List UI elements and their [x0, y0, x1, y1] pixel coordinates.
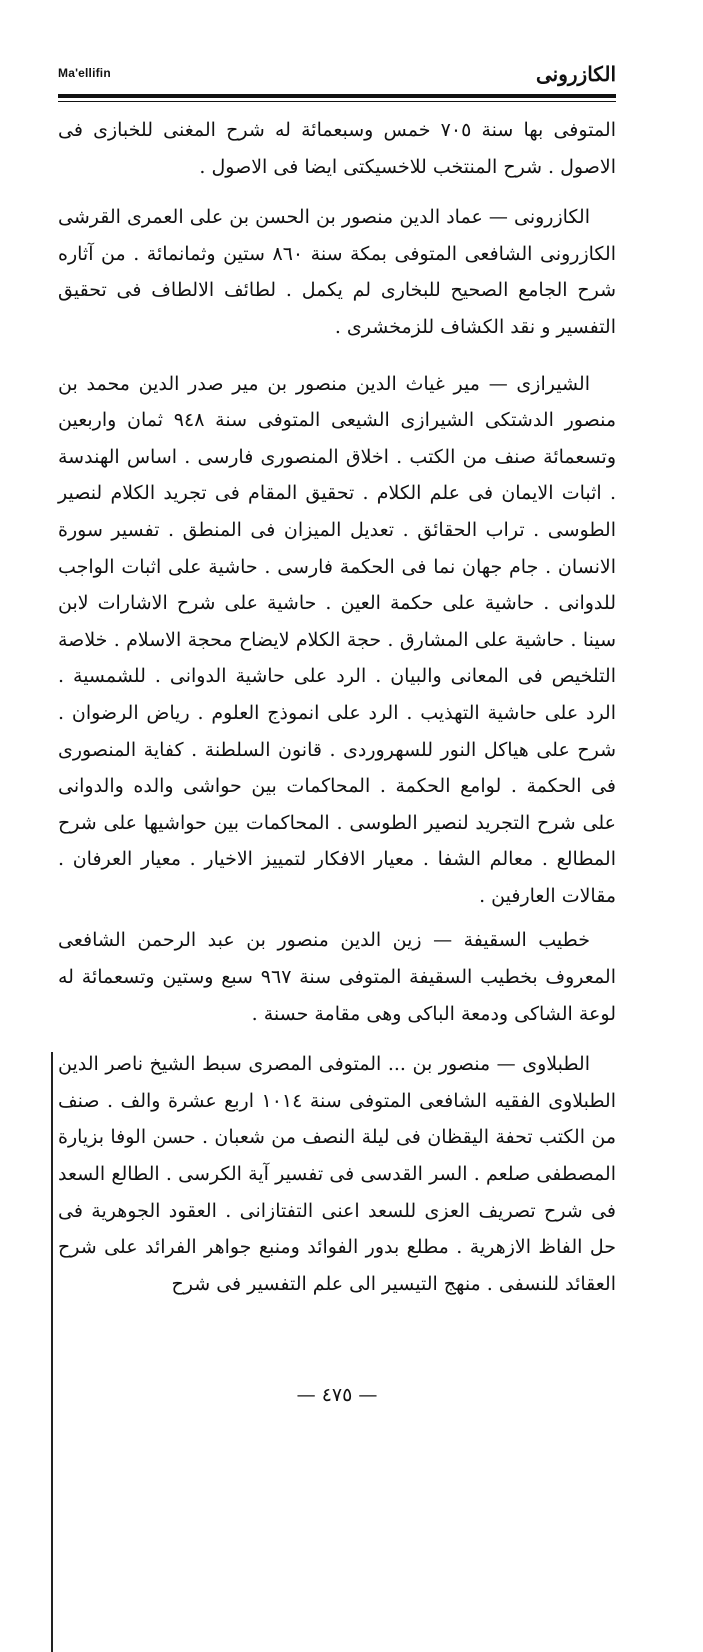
- entry-kazaruni: الكازرونى — عماد الدين منصور بن الحسن بن على العمرى القرشى الكازرونى الشافعى المتوفى بمكة سنة ٨٦٠ ستين وثمانمائة . من آثاره شرح الجامع الصحيح للبخارى لم يكمل . لطائف الالطاف فى تحقيق التفسير و نقد الكشاف للزمخشرى .: [58, 206, 616, 338]
- marked-entry-block: [58, 1046, 616, 1302]
- entry-shirazi: الشيرازى — مير غياث الدين منصور بن مير صدر الدين محمد بن منصور الدشتكى الشيرازى الشيعى المتوفى سنة ٩٤٨ ثمان واربعين وتسعمائة صنف من الكتب . اخلاق المنصورى فارسى . اساس الهندسة . اثبات الايمان فى علم الكلام . تحقيق المقام فى تجريد الكلام لنصير الطوسى . تراب الحقائق . تعديل الميزان فى المنطق . تفسير سورة الانسان . جام جهان نما فى الحكمة فارسى . حاشية على اثبات الواجب للدوانى . حاشية على حكمة العين . حاشية على شرح الاشارات لابن سينا . حاشية على المشارق . حجة الكلام لايضاح محجة الاسلام . خلاصة التلخيص فى المعانى والبيان . الرد على حاشية الدوانى . للشمسية . الرد على حاشية التهذيب . الرد على انموذج العلوم . رياض الرضوان . شرح على هياكل النور للسهروردى . قانون السلطنة . كفاية المنصورى فى الحكمة . لوامع الحكمة . المحاكمات بين حواشى والده والدوانى على شرح التجريد لنصير الطوسى . المحاكمات بين حواشيها على شرح المطالع . معالم الشفا . معيار الافكار لتمييز الاخيار . معيار العرفان . مقالات العارفين .: [58, 372, 616, 907]
- entry-khatib-al-saqifa: خطيب السقيفة — زين الدين منصور بن عبد الرحمن الشافعى المعروف بخطيب السقيفة المتوفى سنة ٩٦٧ سبع وستين وتسعمائة له لوعة الشاكى ودمعة الباكى وهى مقامة حسنة .: [58, 929, 616, 1025]
- running-head: الكازرونى: [536, 62, 616, 86]
- page-header: [58, 56, 616, 92]
- header-left-label: Ma'ellifin: [58, 66, 111, 80]
- header-rule-thin: [58, 101, 616, 102]
- margin-bar: [51, 1052, 53, 1652]
- page-body: [58, 112, 616, 1302]
- page-number: — ٤٧٥ —: [296, 1384, 378, 1406]
- entry-tablawi: الطبلاوى — منصور بن ... المتوفى المصرى سبط الشيخ ناصر الدين الطبلاوى الفقيه الشافعى المتوفى سنة ١٠١٤ اربع عشرة والف . صنف من الكتب تحفة اليقظان فى ليلة النصف من شعبان . حسن الوفا بزيارة المصطفى صلعم . السر القدسى فى تفسير آية الكرسى . الطالع السعد فى شرح تصريف العزى للسعد اعنى التفتازانى . العقود الجوهرية فى حل الفاظ الازهرية . مطلع بدور الفوائد ومنبع جواهر الفرائد على شرح العقائد للنسفى . منهج التيسير الى علم التفسير فى شرح: [58, 1053, 616, 1295]
- entry-continuation: المتوفى بها سنة ٧٠٥ خمس وسبعمائة له شرح المغنى للخبازى فى الاصول . شرح المنتخب للاخسيكتى ايضا فى الاصول .: [58, 119, 616, 178]
- book-page: [58, 56, 616, 1436]
- header-rule-thick: [58, 94, 616, 98]
